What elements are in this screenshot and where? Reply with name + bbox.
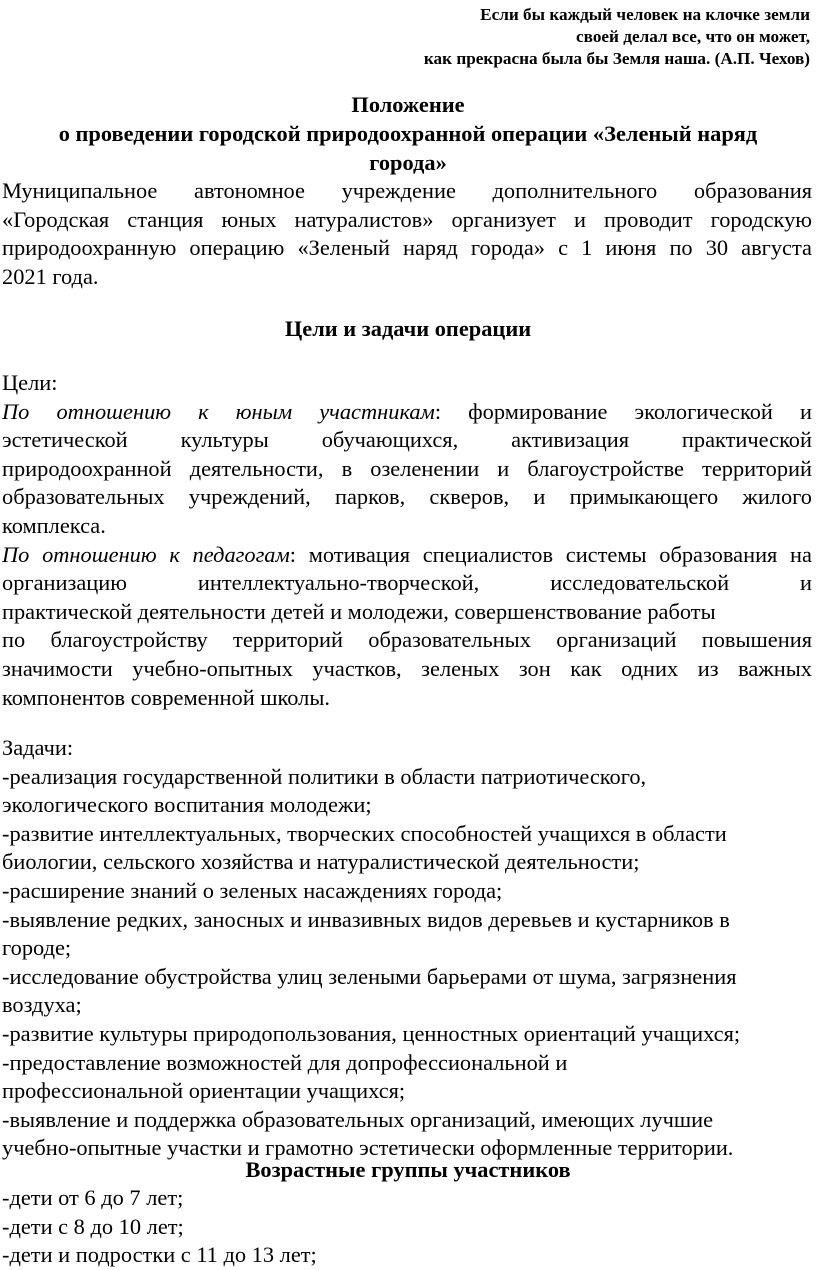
epigraph <box>424 4 810 70</box>
list-item: -дети от 6 до 7 лет; <box>2 1185 184 1210</box>
task-line: -выявление редких, заносных и инвазивных видов деревьев и кустарников в <box>2 906 730 932</box>
task-line: профессиональной ориентации учащихся; <box>2 1078 406 1104</box>
text-line: компонентов современной школы. <box>2 684 330 710</box>
text-line: образовательных учреждений, парков, скверов, и примыкающего жилого <box>2 484 812 510</box>
task-line: -выявление и поддержка образовательных организаций, имеющих лучшие <box>2 1106 714 1132</box>
text-line: 2021 года. <box>2 263 99 289</box>
task-line: -предоставление возможностей для допрофессиональной и <box>2 1049 568 1075</box>
list-item: -дети с 8 до 10 лет; <box>2 1213 184 1239</box>
task-line: -исследование обустройства улиц зелеными барьерами от шума, загрязнения <box>2 963 737 989</box>
task-line: воздуха; <box>2 992 82 1018</box>
task-line: учебно-опытные участки и грамотно эстетически оформленные территории. <box>2 1135 734 1161</box>
students-label: По отношению к юным участникам <box>2 398 435 424</box>
text-line: по благоустройству территорий образовательных организаций повышения <box>2 627 812 653</box>
title-line: Положение <box>351 92 465 117</box>
text-line: природоохранной деятельности, в озеленении и благоустройстве территорий <box>2 455 812 481</box>
task-line: -расширение знаний о зеленых насаждениях города; <box>2 877 503 903</box>
list-item: -дети и подростки с 11 до 13 лет; <box>2 1242 317 1268</box>
goals-label: Цели: <box>2 370 58 395</box>
text-line: «Городская станция юных натуралистов» организует и проводит городскую <box>2 206 812 232</box>
title-line: города» <box>369 150 447 175</box>
task-line: -развитие культуры природопользования, ценностных ориентаций учащихся; <box>2 1020 741 1046</box>
teachers-label: По отношению к педагогам <box>2 541 290 567</box>
document-title <box>0 90 816 177</box>
text-line: Муниципальное автономное учреждение дополнительного образования <box>2 178 812 203</box>
goals-section <box>2 369 812 712</box>
task-line: -развитие интеллектуальных, творческих способностей учащихся в области <box>2 820 727 846</box>
text-line: природоохранную операцию «Зеленый наряд города» с 1 июня по 30 августа <box>2 235 812 261</box>
task-line: биологии, сельского хозяйства и натуралистической деятельности; <box>2 849 640 875</box>
teachers-text: : мотивация специалистов системы образования на <box>289 541 812 567</box>
tasks-label: Задачи: <box>2 735 74 760</box>
text-line <box>2 541 812 570</box>
section-heading-goals: Цели и задачи операции <box>284 316 532 341</box>
students-text: : формирование экологической и <box>434 398 812 424</box>
text-line <box>2 398 812 427</box>
task-line: экологического воспитания молодежи; <box>2 792 372 818</box>
section-heading-age-groups: Возрастные группы участников <box>245 1157 571 1182</box>
text-line: организацию интеллектуально-творческой, исследовательской и <box>2 570 812 596</box>
tasks-section <box>2 734 812 1163</box>
text-line: практической деятельности детей и молодежи, совершенствование работы <box>2 598 716 624</box>
task-line: городе; <box>2 935 72 961</box>
epigraph-line: как прекрасна была бы Земля наша. (А.П. Чехов) <box>423 49 810 68</box>
title-line: о проведении городской природоохранной операции «Зеленый наряд <box>58 121 758 146</box>
task-line: -реализация государственной политики в области патриотического, <box>2 763 647 789</box>
age-groups-list <box>2 1184 812 1270</box>
epigraph-line: своей делал все, что он может, <box>576 27 810 46</box>
intro-paragraph <box>2 177 812 291</box>
text-line: комплекса. <box>2 512 106 538</box>
text-line: эстетической культуры обучающихся, активизация практической <box>2 427 812 453</box>
text-line: значимости учебно-опытных участков, зеленых зон как одних из важных <box>2 655 812 681</box>
epigraph-line: Если бы каждый человек на клочке земли <box>480 5 810 24</box>
